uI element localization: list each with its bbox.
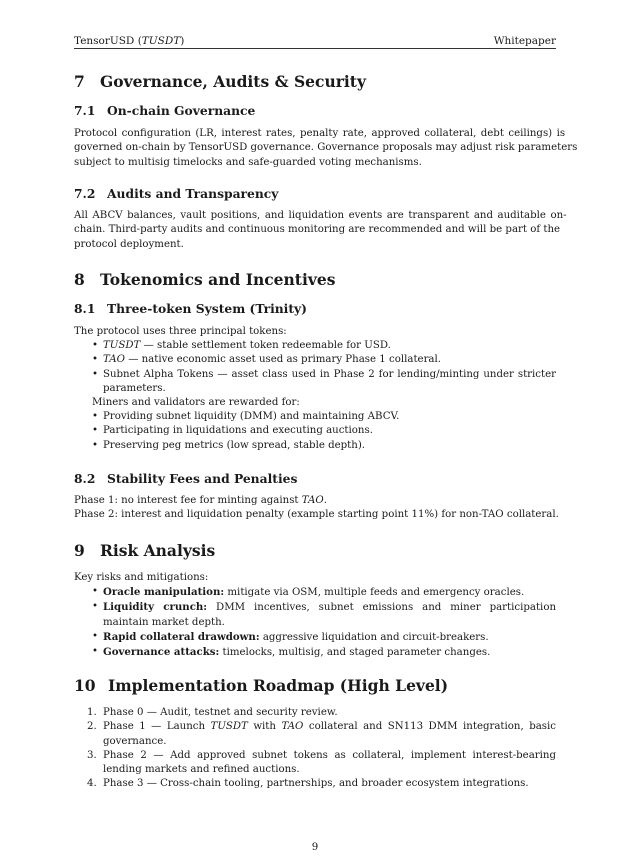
subsection-8-2-heading: 8.2 Stability Fees and Penalties (74, 471, 298, 486)
tokens-list (74, 339, 556, 396)
list-item: 2. Phase 1 — Launch TUSDT with TAO collateral and SN113 DMM integration, basic governance. (87, 721, 556, 747)
section-7-heading: 7 Governance, Audits & Security (74, 72, 366, 91)
section-9-heading: 9 Risk Analysis (74, 541, 216, 560)
list-item: • Rapid collateral drawdown: aggressive liquidation and circuit-breakers. (92, 630, 489, 643)
section-10-heading: 10 Implementation Roadmap (High Level) (74, 676, 449, 695)
list-item: • Providing subnet liquidity (DMM) and maintaining ABCV. (92, 411, 400, 422)
running-header (74, 34, 556, 49)
list-item: • Governance attacks: timelocks, multisig, and staged parameter changes. (92, 646, 491, 659)
subsection-8-1-heading: 8.1 Three-token System (Trinity) (74, 301, 307, 316)
audits-paragraph: All ABCV balances, vault positions, and liquidation events are transparent and auditable on- chain. Third-party audits and continuous monitoring are recommended and will be part of the protocol deployment. (74, 210, 567, 250)
list-item: 4. Phase 3 — Cross-chain tooling, partnerships, and broader ecosystem integrations. (87, 778, 529, 790)
page-number: 9 (311, 842, 319, 853)
risks-list (74, 585, 556, 660)
list-item: 1. Phase 0 — Audit, testnet and security review. (87, 707, 338, 718)
rewards-intro: Miners and validators are rewarded for: (92, 397, 300, 408)
section-8-heading: 8 Tokenomics and Incentives (74, 270, 336, 289)
list-item: • Preserving peg metrics (low spread, stable depth). (92, 439, 366, 451)
list-item: • TUSDT — stable settlement token redeemable for USD. (92, 340, 391, 351)
list-item: • Subnet Alpha Tokens — asset class used in Phase 2 for lending/minting under stricter parameters. (92, 368, 556, 394)
subsection-7-2-heading: 7.2 Audits and Transparency (74, 186, 279, 201)
list-item: • TAO — native economic asset used as primary Phase 1 collateral. (92, 354, 442, 366)
header-label: Whitepaper (493, 35, 556, 47)
rewards-list (74, 410, 556, 453)
fees-paragraph: Phase 1: no interest fee for minting against TAO. Phase 2: interest and liquidation penalty (example starting point 11%) for non-TAO collateral. (74, 495, 559, 521)
governance-paragraph: Protocol configuration (LR, interest rates, penalty rate, approved collateral, debt ceilings) is governed on-chain by TensorUSD governance. Governance proposals may adjust risk parameters subject to multisig timelocks and safe-guarded voting mechanisms. (74, 128, 578, 168)
list-item: 3. Phase 2 — Add approved subnet tokens as collateral, implement interest-bearing lending markets and refined auctions. (87, 749, 556, 776)
risks-intro: Key risks and mitigations: (74, 572, 209, 583)
subsection-7-1-heading: 7.1 On-chain Governance (74, 103, 256, 118)
list-item: • Oracle manipulation: mitigate via OSM, multiple feeds and emergency oracles. (92, 586, 525, 598)
roadmap-list (74, 706, 556, 792)
list-item: • Liquidity crunch: DMM incentives, subnet emissions and miner participation maintain market depth. (92, 601, 557, 628)
header-title: TensorUSD (TUSDT) (74, 35, 185, 47)
tokens-intro: The protocol uses three principal tokens: (74, 326, 287, 337)
list-item: • Participating in liquidations and executing auctions. (92, 425, 373, 437)
